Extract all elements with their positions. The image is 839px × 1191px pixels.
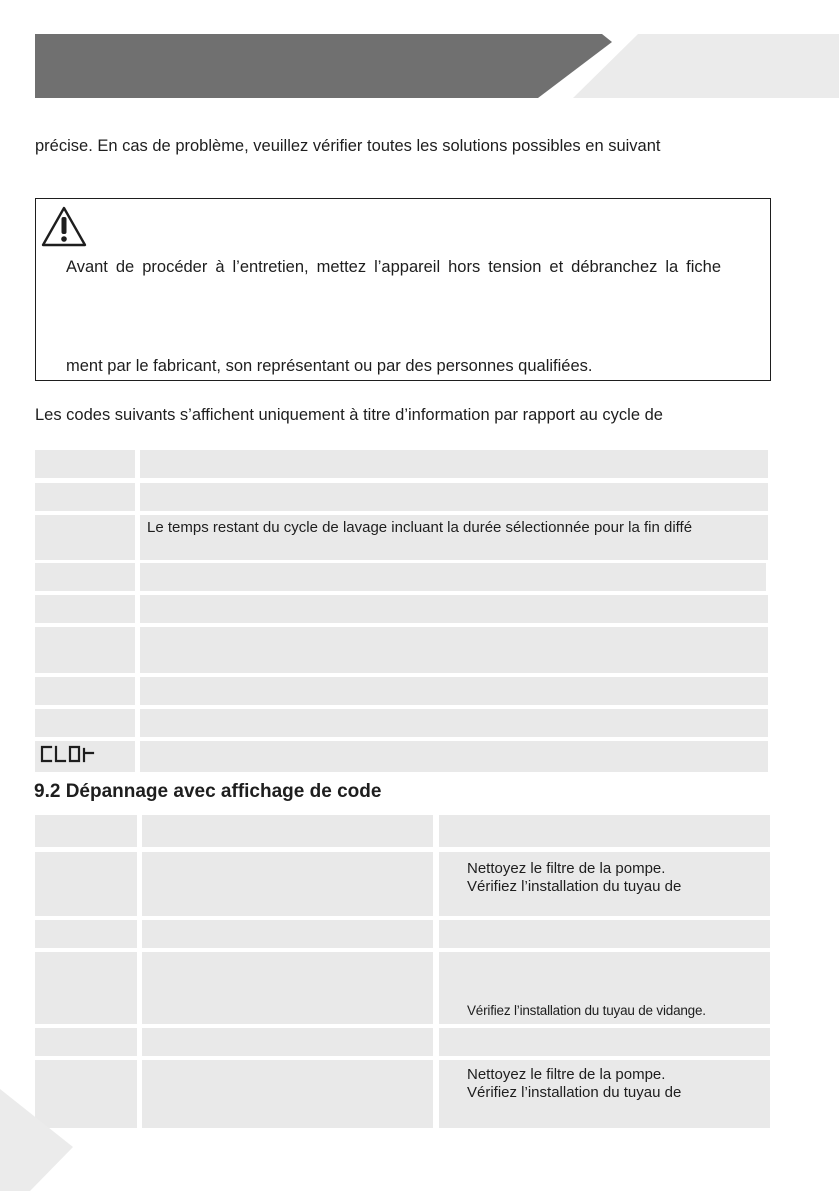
codes-row-desc-cell: [140, 483, 768, 511]
trouble-row3-solution: Vérifiez l’installation du tuyau de vidange.: [467, 1003, 706, 1018]
codes-row-desc-cell: [140, 741, 768, 772]
codes-row-code-cell: [35, 515, 135, 560]
codes-row-desc-cell: [140, 595, 768, 623]
trouble-row-solution-cell: [439, 852, 770, 916]
codes-row-code-cell: [35, 595, 135, 623]
trouble-row-cause-cell: [142, 920, 433, 948]
codes-row-desc-cell: [140, 515, 768, 560]
codes-row-remaining-time-text: Le temps restant du cycle de lavage incluant la durée sélectionnée pour la fin diffé: [147, 519, 693, 536]
trouble-row5-solution-line1: Nettoyez le filtre de la pompe.: [467, 1066, 666, 1083]
header-dark-bar: [35, 34, 612, 98]
trouble-row-cause-cell: [142, 1060, 433, 1128]
codes-header-desc-cell: [140, 450, 768, 478]
header-banner: [0, 0, 839, 110]
codes-row-code-cell: [35, 563, 135, 591]
codes-row-desc-cell: [140, 709, 768, 737]
codes-intro-text: Les codes suivants s’affichent uniquement à titre d’information par rapport au cycle de: [35, 406, 663, 424]
warning-box: [35, 198, 771, 381]
trouble-row-code-cell: [35, 852, 137, 916]
trouble-row1-solution-line2: Vérifiez l’installation du tuyau de: [467, 878, 682, 895]
codes-row-desc-cell: [140, 627, 768, 673]
warning-line-1: Avant de procéder à l’entretien, mettez l’appareil hors tension et débranchez la fiche: [66, 258, 722, 276]
trouble-header-cause-cell: [142, 815, 433, 847]
header-light-tab: [573, 34, 839, 98]
trouble-header-code-cell: [35, 815, 137, 847]
codes-header-code-cell: [35, 450, 135, 478]
trouble-row-code-cell: [35, 920, 137, 948]
trouble-row-cause-cell: [142, 852, 433, 916]
trouble-row1-solution-line1: Nettoyez le filtre de la pompe.: [467, 860, 666, 877]
trouble-row-solution-cell: [439, 920, 770, 948]
trouble-row-code-cell: [35, 1028, 137, 1056]
trouble-row-cause-cell: [142, 952, 433, 1024]
clor-segment-code: [40, 745, 100, 763]
trouble-row-solution-cell: [439, 952, 770, 1024]
trouble-row-solution-cell: [439, 1060, 770, 1128]
section-title: 9.2 Dépannage avec affichage de code: [34, 781, 382, 802]
codes-row-desc-cell: [140, 677, 768, 705]
warning-line-2: ment par le fabricant, son représentant ou par des personnes qualifiées.: [66, 357, 593, 375]
codes-row-desc-cell: [140, 563, 766, 591]
page-corner-tab: [0, 1085, 80, 1191]
trouble-header-solution-cell: [439, 815, 770, 847]
codes-row-code-cell: [35, 627, 135, 673]
trouble-row5-solution-line2: Vérifiez l’installation du tuyau de: [467, 1084, 682, 1101]
warning-triangle-icon: [40, 205, 88, 249]
trouble-row-cause-cell: [142, 1028, 433, 1056]
codes-row-code-cell: [35, 483, 135, 511]
intro-text: précise. En cas de problème, veuillez vérifier toutes les solutions possibles en suivant: [35, 137, 661, 155]
codes-row-code-cell: [35, 677, 135, 705]
trouble-row-code-cell: [35, 952, 137, 1024]
codes-row-code-cell: [35, 709, 135, 737]
trouble-row-solution-cell: [439, 1028, 770, 1056]
